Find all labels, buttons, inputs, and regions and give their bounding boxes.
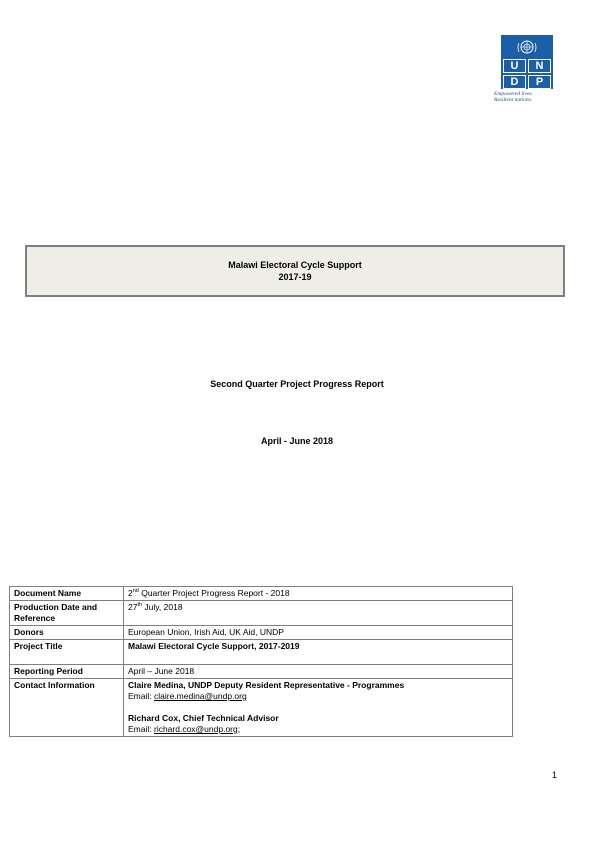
contact-information-label: Contact Information xyxy=(10,679,124,737)
reporting-period-heading: April - June 2018 xyxy=(260,436,334,446)
table-row xyxy=(10,587,513,601)
contact-information-value xyxy=(124,679,513,737)
logo-tagline xyxy=(494,91,558,103)
contact2-email-link[interactable]: richard.cox@undp.org xyxy=(153,724,238,734)
contact1-name: Claire Medina, UNDP Deputy Resident Representative - Programmes xyxy=(128,680,405,690)
table-row xyxy=(10,626,513,640)
production-date-value: 27th July, 2018 xyxy=(124,601,513,626)
page-number: 1 xyxy=(552,770,558,780)
logo-letter-n: N xyxy=(528,59,551,73)
title-box xyxy=(25,245,565,297)
table-row xyxy=(10,665,513,679)
production-date-label: Production Date and Reference xyxy=(10,601,124,626)
logo-tagline-line2: Resilient nations. xyxy=(494,97,533,103)
logo-letter-p: P xyxy=(528,75,551,89)
table-row xyxy=(10,679,513,737)
contact2-email-line: Email: richard.cox@undp.org; xyxy=(128,724,241,734)
reporting-period-value: April – June 2018 xyxy=(124,665,513,679)
donors-value: European Union, Irish Aid, UK Aid, UNDP xyxy=(124,626,513,640)
document-name-label: Document Name xyxy=(10,587,124,601)
donors-label: Donors xyxy=(10,626,124,640)
document-name-value: 2nd Quarter Project Progress Report - 2018 xyxy=(124,587,513,601)
document-info-table xyxy=(9,586,513,737)
logo-letter-u: U xyxy=(503,59,526,73)
project-title-value: Malawi Electoral Cycle Support, 2017-2019 xyxy=(124,640,513,665)
title-line2: 2017-19 xyxy=(278,272,312,282)
undp-logo xyxy=(494,35,558,103)
reporting-period-label: Reporting Period xyxy=(10,665,124,679)
project-title-label: Project Title xyxy=(10,640,124,665)
report-title: Second Quarter Project Progress Report xyxy=(210,379,384,389)
contact1-email-line: Email: claire.medina@undp.org xyxy=(128,691,247,701)
undp-logo-mark xyxy=(501,35,553,89)
title-line1: Malawi Electoral Cycle Support xyxy=(228,260,362,270)
logo-tagline-line1: Empowered lives. xyxy=(494,91,533,97)
table-row xyxy=(10,640,513,665)
contact1-email-link[interactable]: claire.medina@undp.org xyxy=(153,691,247,701)
table-row xyxy=(10,601,513,626)
un-emblem-icon xyxy=(503,37,551,57)
contact2-name: Richard Cox, Chief Technical Advisor xyxy=(128,713,279,723)
logo-letter-d: D xyxy=(503,75,526,89)
